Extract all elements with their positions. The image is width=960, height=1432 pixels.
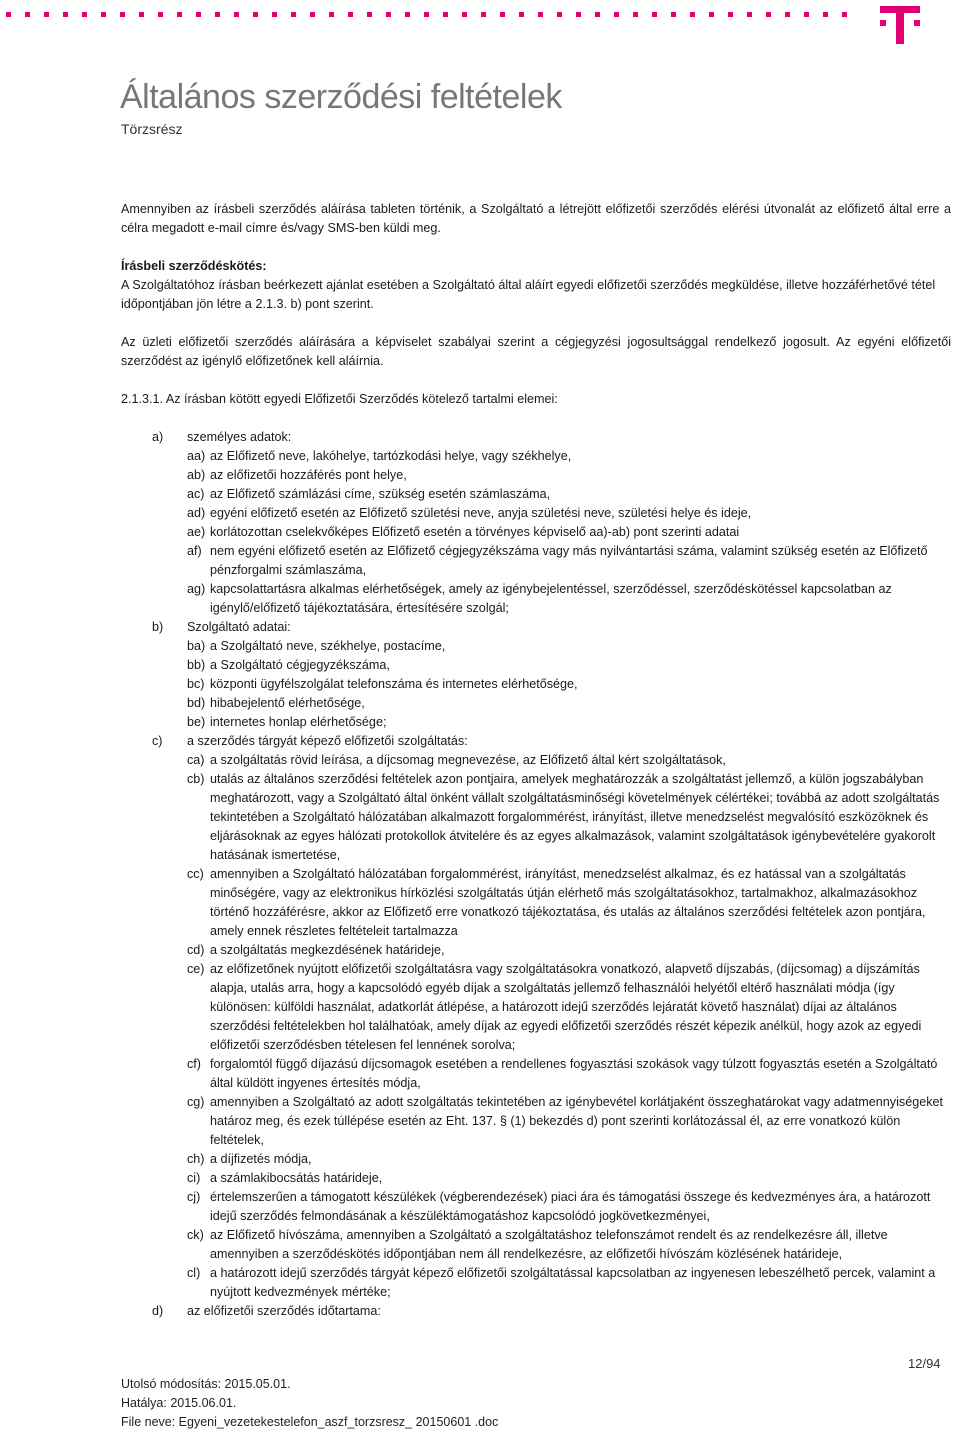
footer-last-modified: Utolsó módosítás: 2015.05.01. xyxy=(121,1377,291,1391)
list-a-subitems xyxy=(121,447,951,618)
list-item xyxy=(121,713,951,732)
list-item xyxy=(121,960,951,1055)
list-marker: ae) xyxy=(187,525,206,539)
list-item xyxy=(121,485,951,504)
list-marker: cf) xyxy=(187,1057,201,1071)
list-text: értelemszerűen a támogatott készülékek (végberendezések) piaci ára és támogatási összege és kedvezményes ára, a határozott idejű szerződés felmondásának a készüléktámogatáshoz kapcsolódó jogkövetkezményei, xyxy=(210,1190,931,1223)
list-item xyxy=(121,941,951,960)
list-text: a szolgáltatás rövid leírása, a díjcsomag megnevezése, az Előfizető által kért szolgáltatások, xyxy=(210,753,726,767)
list-marker: ch) xyxy=(187,1152,205,1166)
list-marker: cg) xyxy=(187,1095,205,1109)
list-item xyxy=(121,675,951,694)
list-text: kapcsolattartásra alkalmas elérhetőségek, amely az igénybejelentéssel, szerződéssel, szerződéskötéssel kapcsolatban az igénylő/előfizető tájékoztatására, értesítésére szolgál; xyxy=(210,582,892,615)
list-marker: aa) xyxy=(187,449,206,463)
list-marker: ce) xyxy=(187,962,205,976)
section-intro: 2.1.3.1. Az írásban kötött egyedi Előfizetői Szerződés kötelező tartalmi elemei: xyxy=(121,392,558,406)
list-item xyxy=(121,694,951,713)
written-contract-heading: Írásbeli szerződéskötés: xyxy=(121,259,267,273)
list-marker: ca) xyxy=(187,753,205,767)
list-item xyxy=(121,656,951,675)
list-item xyxy=(121,466,951,485)
list-text: az előfizetői hozzáférés pont helye, xyxy=(210,468,407,482)
list-marker: ac) xyxy=(187,487,205,501)
list-item-c: c) a szerződés tárgyát képező előfizetői szolgáltatás: xyxy=(152,734,468,748)
list-item xyxy=(121,865,951,941)
list-item xyxy=(121,770,951,865)
list-marker: cc) xyxy=(187,867,204,881)
list-marker: be) xyxy=(187,715,206,729)
intro-paragraph: Amennyiben az írásbeli szerződés aláírása tableten történik, a Szolgáltató a létrejött előfizetői szerződés elérési útvonalát az előfizető által erre a célra megadott e-mail címre és/vagy SMS-ben küldi meg. xyxy=(121,202,951,235)
list-item xyxy=(121,447,951,466)
business-signature-paragraph: Az üzleti előfizetői szerződés aláírására a képviselet szabályai szerint a cégjegyzési jogosultsággal rendelkező jogosult. Az egyéni előfizetői szerződést az igénylő előfizetőnek kell aláírnia. xyxy=(121,335,951,368)
list-marker: bd) xyxy=(187,696,206,710)
list-item xyxy=(121,1226,951,1264)
list-text: utalás az általános szerződési feltételek azon pontjaira, amelyek meghatározzák a szolgáltatást jellemző, a külön jogszabályban meghatározott, vagy a Szolgáltató által önként vállalt szolgáltatásminőségi követelmények célértékei; továbbá az adott szolgáltatás tekintetében a Szolgáltató hálózatában alkalmazott forgalommérést, irányítást, illetve menedzselést megvalósító eszközöknek és eljárásoknak az egyes hálózati protokollok átvitelére és az egyes alkalmazások, valamint szolgáltatások igénybevételére gyakorolt hatásának ismertetése, xyxy=(210,772,940,862)
list-text: internetes honlap elérhetősége; xyxy=(210,715,387,729)
list-text: a díjfizetés módja, xyxy=(210,1152,312,1166)
list-item xyxy=(121,542,951,580)
page-number: 12/94 xyxy=(908,1356,941,1371)
list-text: az előfizetőnek nyújtott előfizetői szolgáltatásra vagy szolgáltatásokra vonatkozó, alapvető díjszabás, (díjcsomag) a díjszámítás alapja, utalás arra, hogy a kapcsolódó egyéb díjak a szolgáltatás jellemző felhasználói helyétől eltérő használati módja (így különösen: külföldi használat, adatkorlát átlépése, a határozott idejű szerződés lejáratát követő használat) díjai az általános szerződési feltételekben hol találhatóak, amely díjak az egyedi előfizetői szerződés részét képezik anélkül, hogy azok az egyedi előfizetői szerződésben tételesen fel lennének sorolva; xyxy=(210,962,922,1052)
footer-effective-date: Hatálya: 2015.06.01. xyxy=(121,1396,237,1410)
list-item xyxy=(121,1169,951,1188)
list-text: amennyiben a Szolgáltató hálózatában forgalommérést, irányítást, menedzselést alkalmaz, és ez hatással van a szolgáltatás minőségére, vagy az elektronikus hírközlési szolgáltatás útján elérhető más szolgáltatásokhoz, tartalmakhoz, alkalmazásokhoz történő hozzáférésre, akkor az Előfizető erre vonatkozó tájékoztatása, és utalás az általános szerződési feltételek azon pontjára, amely ennek részletes feltételeit tartalmazza xyxy=(210,867,926,938)
list-marker: cb) xyxy=(187,772,205,786)
list-text: korlátozottan cselekvőképes Előfizető esetén a törvényes képviselő aa)-ab) pont szerinti adatai xyxy=(210,525,740,539)
list-item xyxy=(121,1150,951,1169)
list-c-subitems xyxy=(121,751,951,1302)
list-b-subitems xyxy=(121,637,951,732)
list-text: központi ügyfélszolgálat telefonszáma és internetes elérhetősége, xyxy=(210,677,578,691)
list-text: az Előfizető számlázási címe, szükség esetén számlaszáma, xyxy=(210,487,551,501)
list-item xyxy=(121,1264,951,1302)
list-marker: ck) xyxy=(187,1228,204,1242)
list-marker: cj) xyxy=(187,1190,201,1204)
list-text: a számlakibocsátás határideje, xyxy=(210,1171,383,1185)
list-item xyxy=(121,751,951,770)
list-text: az Előfizető neve, lakóhelye, tartózkodási helye, vagy székhelye, xyxy=(210,449,572,463)
list-text: egyéni előfizető esetén az Előfizető születési neve, anyja születési neve, születési helye és ideje, xyxy=(210,506,752,520)
list-marker: bc) xyxy=(187,677,205,691)
written-contract-text: A Szolgáltatóhoz írásban beérkezett ajánlat esetében a Szolgáltató által aláírt egyedi előfizetői szerződés megküldése, illetve hozzáférhetővé tétel időpontjában jön létre a 2.1.3. b) pont szerint. xyxy=(121,278,936,311)
list-marker: ag) xyxy=(187,582,206,596)
list-item-b: b) Szolgáltató adatai: xyxy=(152,620,291,634)
list-marker: ab) xyxy=(187,468,206,482)
list-marker: ad) xyxy=(187,506,206,520)
list-marker: cl) xyxy=(187,1266,201,1280)
list-text: forgalomtól függő díjazású díjcsomagok esetében a rendellenes fogyasztási szokások vagy túlzott fogyasztás esetén a Szolgáltató által küldött ingyenes értesítés módja, xyxy=(210,1057,938,1090)
list-marker: bb) xyxy=(187,658,206,672)
list-item xyxy=(121,1093,951,1150)
list-text: az Előfizető hívószáma, amennyiben a Szolgáltató a szolgáltatáshoz telefonszámot rendelt és az rendelkezésre áll, illetve amennyiben a szerződéskötés időpontjában nem áll rendelkezésre, az előfizetői hívószám közlésének határideje, xyxy=(210,1228,888,1261)
list-text: amennyiben a Szolgáltató az adott szolgáltatás tekintetében az igénybevétel korlátjaként összeghatárokat vagy adatmennyiségeket határoz meg, és ezek túllépése esetén az Eht. 137. § (1) bekezdés d) pont szerinti korlátozással él, az erre vonatkozó külön feltételek, xyxy=(210,1095,944,1147)
list-item-a: a) személyes adatok: xyxy=(152,430,292,444)
list-text: nem egyéni előfizető esetén az Előfizető cégjegyzékszáma vagy más nyilvántartási száma, valamint szükség esetén az Előfizető pénzforgalmi számlaszáma, xyxy=(210,544,928,577)
list-text: a határozott idejű szerződés tárgyát képező előfizetői szolgáltatással kapcsolatban az ingyenesen lebeszélhető percek, valamint a nyújtott kedvezmények mértéke; xyxy=(210,1266,936,1299)
page-title: Általános szerződési feltételek xyxy=(120,78,562,116)
telekom-logo xyxy=(880,6,920,44)
list-item xyxy=(121,1055,951,1093)
list-text: hibabejelentő elérhetősége, xyxy=(210,696,365,710)
page-subtitle: Törzsrész xyxy=(121,121,183,137)
list-marker: ba) xyxy=(187,639,206,653)
document-body xyxy=(121,200,951,1321)
list-item-d: d) az előfizetői szerződés időtartama: xyxy=(152,1304,381,1318)
list-marker: af) xyxy=(187,544,202,558)
list-text: a szolgáltatás megkezdésének határideje, xyxy=(210,943,445,957)
list-text: a Szolgáltató cégjegyzékszáma, xyxy=(210,658,390,672)
list-item xyxy=(121,580,951,618)
list-item xyxy=(121,1188,951,1226)
list-item xyxy=(121,637,951,656)
list-item xyxy=(121,523,951,542)
footer-filename: File neve: Egyeni_vezetekestelefon_aszf_torzsresz_ 20150601 .doc xyxy=(121,1415,499,1429)
list-marker: ci) xyxy=(187,1171,201,1185)
list-text: a Szolgáltató neve, székhelye, postacíme, xyxy=(210,639,446,653)
list-item xyxy=(121,504,951,523)
list-marker: cd) xyxy=(187,943,205,957)
